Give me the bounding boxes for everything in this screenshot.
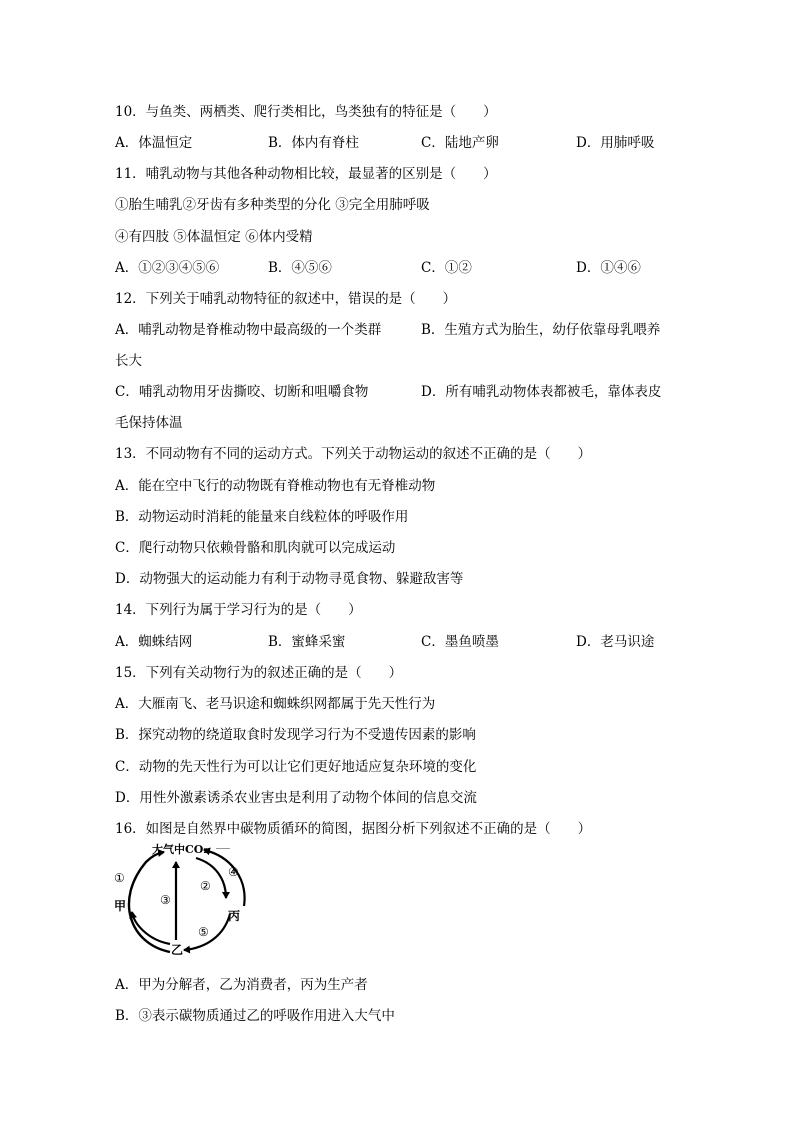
marker-3: ③	[160, 893, 171, 907]
q10-option-a: A．体温恒定	[115, 135, 193, 151]
q12-option-d-continued: 毛保持体温	[115, 415, 183, 431]
q11-items-line-1: ①胎生哺乳②牙齿有多种类型的分化 ③完全用肺呼吸	[115, 197, 430, 213]
q16-option-a: A．甲为分解者，乙为消费者，丙为生产者	[115, 977, 368, 993]
q15-option-b: B．探究动物的绕道取食时发现学习行为不受遗传因素的影响	[115, 727, 476, 743]
q14-option-a: A．蜘蛛结网	[115, 634, 193, 650]
question-12-stem: 12．下列关于哺乳动物特征的叙述中，错误的是（ ）	[115, 291, 457, 307]
q11-items-line-2: ④有四肢 ⑤体温恒定 ⑥体内受精	[115, 229, 313, 245]
question-14-stem: 14．下列行为属于学习行为的是（ ）	[115, 602, 362, 618]
q13-option-d: D．动物强大的运动能力有利于动物寻觅食物、躲避敌害等	[115, 571, 464, 587]
marker-1: ①	[114, 871, 125, 885]
q14-option-b: B．蜜蜂采蜜	[268, 634, 346, 650]
q13-option-c: C．爬行动物只依赖骨骼和肌肉就可以完成运动	[115, 540, 396, 556]
question-10-stem: 10．与鱼类、两栖类、爬行类相比，鸟类独有的特征是（ ）	[115, 104, 497, 120]
label-bing: 丙	[228, 909, 241, 923]
label-yi: 乙	[171, 943, 184, 957]
question-16-stem: 16．如图是自然界中碳物质循环的简图，据图分析下列叙述不正确的是（ ）	[115, 821, 592, 837]
question-15-stem: 15．下列有关动物行为的叙述正确的是（ ）	[115, 665, 403, 681]
q11-option-c: C．①②	[421, 260, 472, 276]
q10-option-c: C．陆地产卵	[421, 135, 499, 151]
q12-option-a: A．哺乳动物是脊椎动物中最高级的一个类群	[115, 322, 382, 338]
question-13-stem: 13．不同动物有不同的运动方式。下列关于动物运动的叙述不正确的是（ ）	[115, 446, 592, 462]
marker-4: ④	[228, 865, 239, 879]
carbon-cycle-diagram	[112, 840, 252, 958]
q10-option-d: D．用肺呼吸	[576, 135, 655, 151]
label-atmosphere-co2: 大气中CO₂	[152, 843, 209, 856]
arrow-inner-left	[132, 912, 170, 944]
q13-option-b: B．动物运动时消耗的能量来自线粒体的呼吸作用	[115, 509, 409, 525]
q15-option-c: C．动物的先天性行为可以让它们更好地适应复杂环境的变化	[115, 759, 477, 775]
q10-option-b: B．体内有脊柱	[268, 135, 359, 151]
q12-option-c: C．哺乳动物用牙齿撕咬、切断和咀嚼食物	[115, 384, 369, 400]
q11-option-a: A．①②③④⑤⑥	[115, 260, 220, 276]
q13-option-a: A．能在空中飞行的动物既有脊椎动物也有无脊椎动物	[115, 478, 436, 494]
q15-option-a: A．大雁南飞、老马识途和蜘蛛织网都属于先天性行为	[115, 696, 436, 712]
marker-2: ②	[200, 879, 211, 893]
q14-option-d: D．老马识途	[576, 634, 655, 650]
q15-option-d: D．用性外激素诱杀农业害虫是利用了动物个体间的信息交流	[115, 790, 477, 806]
q11-option-d: D．①④⑥	[576, 260, 641, 276]
q12-option-b: B．生殖方式为胎生，幼仔依靠母乳喂养	[421, 322, 661, 338]
q16-option-b: B．③表示碳物质通过乙的呼吸作用进入大气中	[115, 1008, 395, 1024]
q12-option-b-continued: 长大	[115, 353, 142, 369]
q12-option-d: D．所有哺乳动物体表都被毛，靠体表皮	[421, 384, 662, 400]
q11-option-b: B．④⑤⑥	[268, 260, 332, 276]
q14-option-c: C．墨鱼喷墨	[421, 634, 499, 650]
label-jia: 甲	[114, 899, 127, 913]
question-11-stem: 11．哺乳动物与其他各种动物相比较，最显著的区别是（ ）	[115, 166, 497, 182]
marker-5: ⑤	[198, 925, 209, 939]
